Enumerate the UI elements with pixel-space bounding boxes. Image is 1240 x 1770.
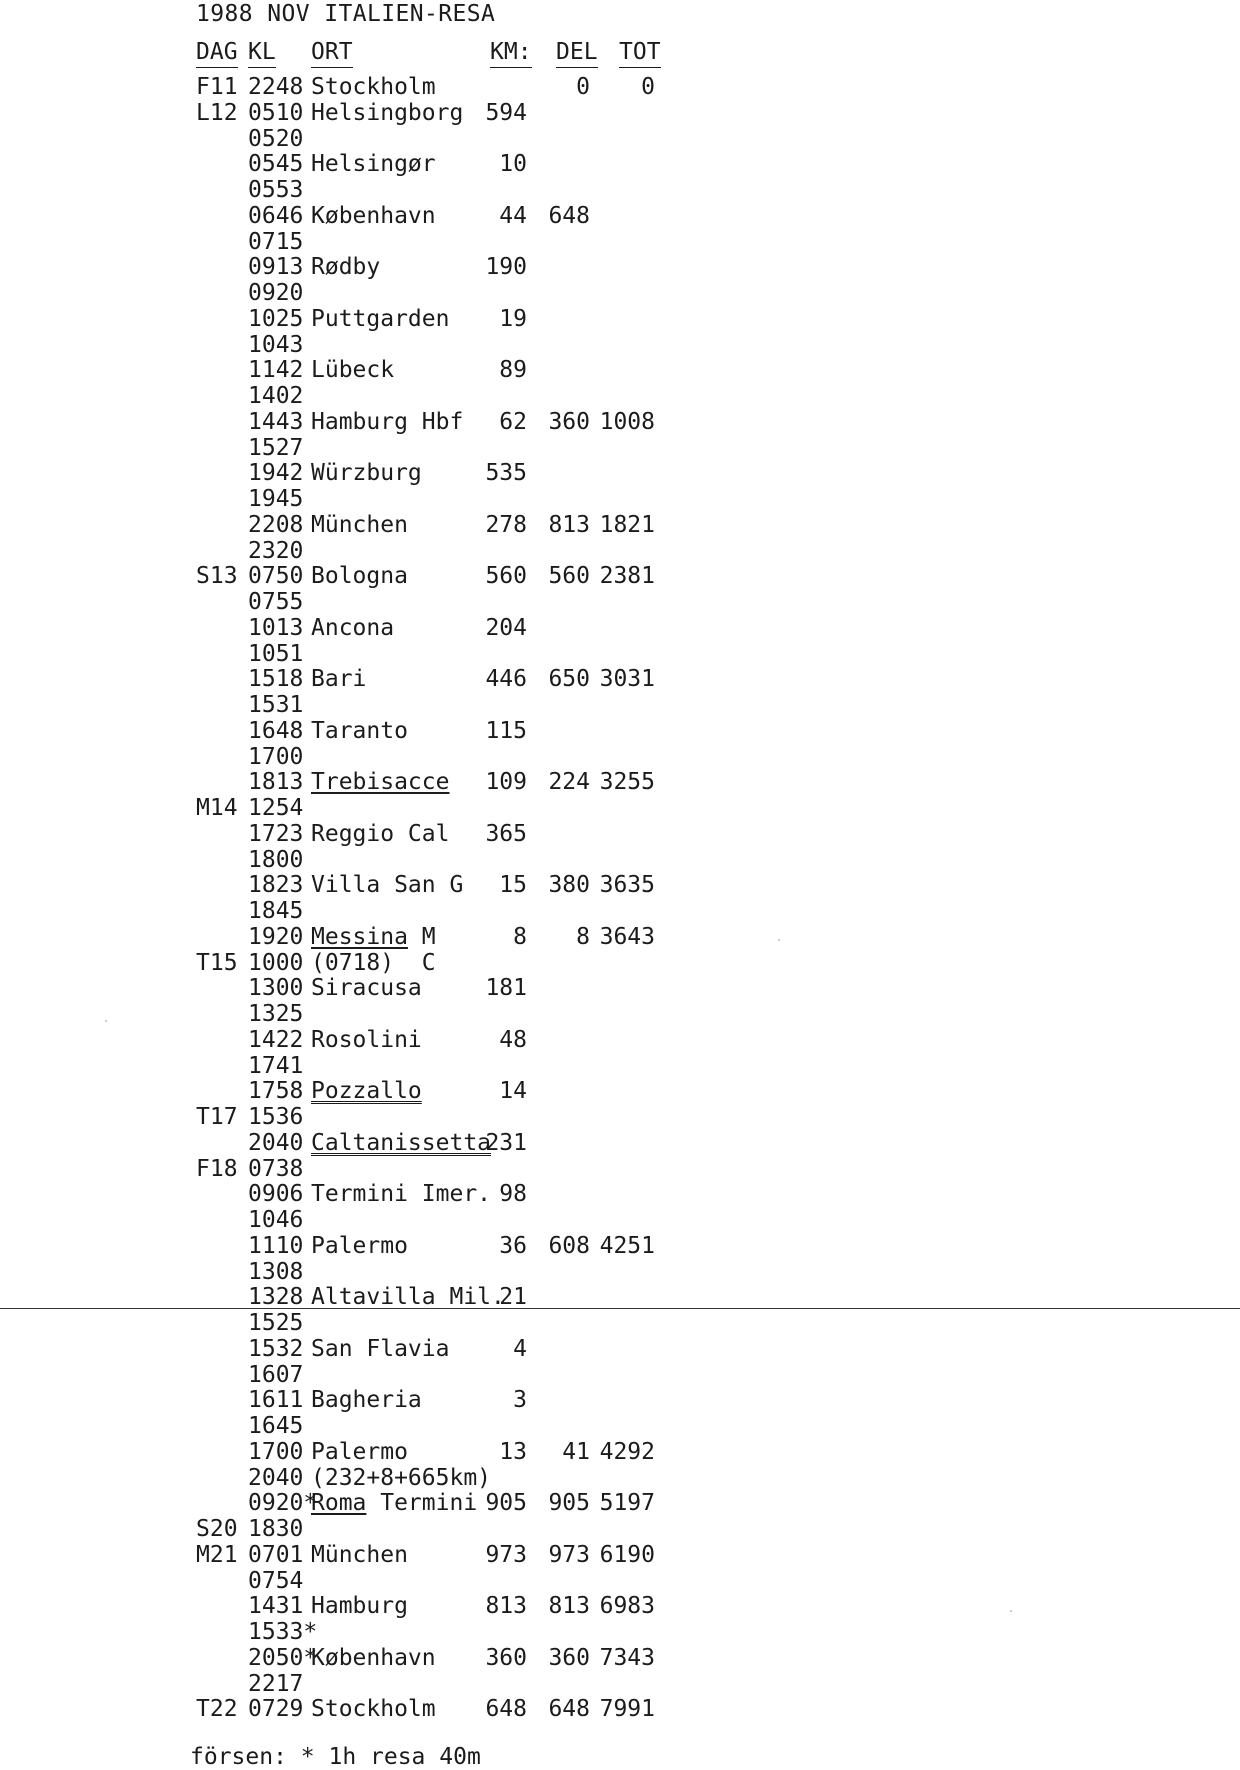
- table-row: [0, 1001, 1240, 1027]
- table-row: [0, 1413, 1240, 1439]
- time-cell: 1518: [248, 666, 304, 693]
- place-cell: [311, 460, 422, 486]
- time-cell: 0754: [248, 1567, 304, 1594]
- time-cell: 1830: [248, 1516, 304, 1542]
- km-cell: 21: [499, 1284, 527, 1311]
- section-total-cell: 648: [548, 202, 590, 229]
- time-cell: 0913: [248, 254, 304, 281]
- km-cell: 44: [499, 202, 527, 229]
- table-row: [0, 692, 1240, 718]
- km-cell: 231: [485, 1129, 527, 1156]
- time-cell: 1813: [248, 769, 304, 796]
- running-total-cell: 6190: [599, 1541, 655, 1568]
- place-name: Rosolini: [311, 1026, 422, 1053]
- place-name: Helsingborg: [311, 99, 464, 126]
- time-cell: 1533*: [248, 1619, 318, 1645]
- time-cell: 2040: [248, 1464, 304, 1491]
- table-row: [0, 538, 1240, 564]
- paper-speck: [105, 1020, 107, 1022]
- table-row: [0, 1027, 1240, 1053]
- paper-speck: [778, 939, 780, 941]
- running-total-cell: 2381: [599, 563, 655, 590]
- km-cell: 19: [499, 305, 527, 332]
- table-row: [0, 435, 1240, 461]
- table-row: [0, 1490, 1240, 1516]
- paper-speck: [1010, 1610, 1012, 1612]
- section-total-cell: 648: [548, 1696, 590, 1723]
- place-cell: [311, 1387, 422, 1413]
- day-cell: T15: [196, 949, 238, 976]
- km-cell: 813: [485, 1593, 527, 1620]
- time-cell: 1648: [248, 717, 304, 744]
- place-cell: [311, 769, 449, 795]
- place-name: Hamburg Hbf: [311, 408, 464, 435]
- table-row: [0, 177, 1240, 203]
- time-cell: 1308: [248, 1258, 304, 1285]
- table-row: [0, 1336, 1240, 1362]
- running-total-cell: 5197: [599, 1490, 655, 1517]
- time-cell: 0920*: [248, 1490, 318, 1517]
- place-name: København: [311, 202, 436, 229]
- section-total-cell: 8: [576, 923, 590, 950]
- place-name: Stockholm: [311, 1696, 436, 1723]
- place-name: München: [311, 1541, 408, 1568]
- table-row: [0, 1619, 1240, 1645]
- place-name: Stockholm: [311, 74, 436, 100]
- place-suffix: M: [407, 923, 436, 950]
- day-cell: T22: [196, 1696, 238, 1723]
- table-row: [0, 486, 1240, 512]
- table-row: [0, 563, 1240, 589]
- section-total-cell: 560: [548, 563, 590, 590]
- time-cell: 0729: [248, 1696, 304, 1723]
- place-cell: [311, 1593, 408, 1619]
- km-cell: 48: [499, 1026, 527, 1053]
- km-cell: 109: [485, 769, 527, 796]
- table-row: [0, 512, 1240, 538]
- table-row: [0, 1465, 1240, 1491]
- table-row: [0, 589, 1240, 615]
- place-cell: [311, 151, 436, 177]
- table-row: [0, 1053, 1240, 1079]
- time-cell: 1645: [248, 1413, 304, 1439]
- place-suffix: Termini: [366, 1490, 478, 1517]
- header-tot: TOT: [619, 38, 661, 68]
- table-row: [0, 898, 1240, 924]
- place-cell: [311, 1465, 491, 1491]
- place-name: Bologna: [311, 563, 408, 590]
- km-cell: 648: [485, 1696, 527, 1723]
- place-cell: [311, 872, 463, 898]
- time-cell: 1443: [248, 408, 304, 435]
- running-total-cell: 0: [641, 74, 655, 100]
- place-name: Villa San G: [311, 872, 464, 899]
- table-row: [0, 1568, 1240, 1594]
- fold-line: [0, 1308, 1240, 1309]
- place-cell: [311, 1027, 422, 1053]
- table-row: [0, 1516, 1240, 1542]
- km-cell: 365: [485, 820, 527, 847]
- table-row: [0, 357, 1240, 383]
- place-name: Hamburg: [311, 1593, 408, 1620]
- table-row: [0, 744, 1240, 770]
- section-total-cell: 905: [548, 1490, 590, 1517]
- km-cell: 13: [499, 1438, 527, 1465]
- place-name: Roma: [311, 1490, 367, 1517]
- km-cell: 115: [485, 717, 527, 744]
- place-name: Helsingør: [311, 151, 436, 178]
- place-name: Caltanissetta: [311, 1129, 492, 1156]
- table-row: [0, 1207, 1240, 1233]
- table-row: [0, 74, 1240, 100]
- time-cell: 1611: [248, 1387, 304, 1414]
- place-cell: [311, 512, 408, 538]
- km-cell: 4: [513, 1335, 527, 1362]
- place-cell: [311, 409, 463, 435]
- km-cell: 98: [499, 1181, 527, 1208]
- time-cell: 1531: [248, 692, 304, 718]
- day-cell: F18: [196, 1155, 238, 1182]
- table-row: [0, 1593, 1240, 1619]
- place-name: Trebisacce: [311, 769, 450, 796]
- time-cell: 2050*: [248, 1644, 318, 1671]
- place-name: Palermo: [311, 1232, 408, 1259]
- km-cell: 190: [485, 254, 527, 281]
- place-cell: [311, 821, 449, 847]
- section-total-cell: 813: [548, 511, 590, 538]
- place-cell: [311, 357, 394, 383]
- time-cell: 1043: [248, 331, 304, 358]
- table-row: [0, 975, 1240, 1001]
- km-cell: 36: [499, 1232, 527, 1259]
- time-cell: 2208: [248, 511, 304, 538]
- time-cell: 0906: [248, 1181, 304, 1208]
- place-cell: [311, 100, 463, 126]
- place-cell: [311, 718, 408, 744]
- km-cell: 8: [513, 923, 527, 950]
- place-cell: [311, 563, 408, 589]
- table-row: [0, 1439, 1240, 1465]
- table-row: [0, 718, 1240, 744]
- time-cell: 1800: [248, 846, 304, 873]
- table-row: [0, 1104, 1240, 1130]
- time-cell: 0920: [248, 280, 304, 306]
- running-total-cell: 4292: [599, 1438, 655, 1465]
- table-row: [0, 615, 1240, 641]
- place-cell: [311, 924, 436, 950]
- header-kl: KL: [248, 38, 276, 68]
- table-row: [0, 795, 1240, 821]
- time-cell: 1536: [248, 1104, 304, 1130]
- time-cell: 0510: [248, 99, 304, 126]
- time-cell: 1000: [248, 949, 304, 976]
- km-cell: 10: [499, 151, 527, 178]
- table-row: [0, 203, 1240, 229]
- km-cell: 278: [485, 511, 527, 538]
- section-total-cell: 380: [548, 872, 590, 899]
- time-cell: 2320: [248, 537, 304, 564]
- running-total-cell: 3031: [599, 666, 655, 693]
- table-row: [0, 100, 1240, 126]
- table-row: [0, 1284, 1240, 1310]
- place-cell: [311, 615, 394, 641]
- place-cell: [311, 1284, 505, 1310]
- table-row: [0, 383, 1240, 409]
- footnote: försen: * 1h resa 40m: [190, 1744, 481, 1770]
- time-cell: 1527: [248, 434, 304, 461]
- running-total-cell: 1821: [599, 511, 655, 538]
- time-cell: 0750: [248, 563, 304, 590]
- table-row: [0, 126, 1240, 152]
- section-total-cell: 973: [548, 1541, 590, 1568]
- day-cell: M14: [196, 795, 238, 821]
- place-cell: [311, 254, 380, 280]
- time-cell: 1110: [248, 1232, 304, 1259]
- place-name: Würzburg: [311, 460, 422, 487]
- time-cell: 1758: [248, 1078, 304, 1105]
- header-km: KM:: [490, 38, 532, 68]
- time-cell: 1254: [248, 795, 304, 821]
- section-total-cell: 608: [548, 1232, 590, 1259]
- place-name: Bari: [311, 666, 367, 693]
- table-row: [0, 872, 1240, 898]
- section-total-cell: 650: [548, 666, 590, 693]
- table-row: [0, 254, 1240, 280]
- place-cell: [311, 1645, 436, 1671]
- place-name: (0718) C: [311, 949, 436, 976]
- place-name: Palermo: [311, 1438, 408, 1465]
- table-row: [0, 1259, 1240, 1285]
- km-cell: 560: [485, 563, 527, 590]
- table-row: [0, 1645, 1240, 1671]
- time-cell: 1532: [248, 1335, 304, 1362]
- time-cell: 0646: [248, 202, 304, 229]
- table-row: [0, 229, 1240, 255]
- running-total-cell: 4251: [599, 1232, 655, 1259]
- place-name: Altavilla Mil.: [311, 1284, 505, 1311]
- time-cell: 1402: [248, 383, 304, 409]
- table-row: [0, 1181, 1240, 1207]
- place-name: Termini Imer.: [311, 1181, 492, 1208]
- time-cell: 1025: [248, 305, 304, 332]
- place-cell: [311, 1233, 408, 1259]
- section-total-cell: 813: [548, 1593, 590, 1620]
- place-name: München: [311, 511, 408, 538]
- time-cell: 0715: [248, 228, 304, 255]
- table-row: [0, 821, 1240, 847]
- place-cell: [311, 1696, 436, 1722]
- table-row: [0, 641, 1240, 667]
- time-cell: 1945: [248, 486, 304, 512]
- running-total-cell: 7991: [599, 1696, 655, 1723]
- header-ort: ORT: [311, 38, 353, 68]
- km-cell: 535: [485, 460, 527, 487]
- place-cell: [311, 306, 449, 332]
- place-name: Bagheria: [311, 1387, 422, 1414]
- km-cell: 973: [485, 1541, 527, 1568]
- km-cell: 204: [485, 614, 527, 641]
- time-cell: 0520: [248, 125, 304, 152]
- time-cell: 1328: [248, 1284, 304, 1311]
- time-cell: 2040: [248, 1129, 304, 1156]
- running-total-cell: 6983: [599, 1593, 655, 1620]
- table-row: [0, 1671, 1240, 1697]
- place-cell: [311, 1542, 408, 1568]
- section-total-cell: 41: [562, 1438, 590, 1465]
- day-cell: M21: [196, 1541, 238, 1568]
- time-cell: 1723: [248, 820, 304, 847]
- section-total-cell: 360: [548, 408, 590, 435]
- place-cell: [311, 1490, 477, 1516]
- table-row: [0, 1696, 1240, 1722]
- time-cell: 1823: [248, 872, 304, 899]
- time-cell: 2248: [248, 74, 304, 100]
- time-cell: 0701: [248, 1541, 304, 1568]
- place-name: Siracusa: [311, 975, 422, 1002]
- section-total-cell: 224: [548, 769, 590, 796]
- table-row: [0, 151, 1240, 177]
- table-row: [0, 1078, 1240, 1104]
- table-row: [0, 847, 1240, 873]
- place-cell: [311, 1439, 408, 1465]
- time-cell: 1142: [248, 357, 304, 384]
- km-cell: 89: [499, 357, 527, 384]
- running-total-cell: 7343: [599, 1644, 655, 1671]
- table-row: [0, 666, 1240, 692]
- place-name: København: [311, 1644, 436, 1671]
- day-cell: T17: [196, 1104, 238, 1130]
- place-name: Puttgarden: [311, 305, 450, 332]
- place-name: Pozzallo: [311, 1078, 422, 1105]
- table-row: [0, 769, 1240, 795]
- header-dag: DAG: [196, 38, 238, 68]
- place-cell: [311, 1181, 491, 1207]
- time-cell: 0553: [248, 177, 304, 203]
- table-row: [0, 306, 1240, 332]
- time-cell: 1700: [248, 1438, 304, 1465]
- place-name: Reggio Cal: [311, 820, 450, 847]
- table-row: [0, 280, 1240, 306]
- place-name: Messina: [311, 923, 408, 950]
- time-cell: 1431: [248, 1593, 304, 1620]
- time-cell: 1422: [248, 1026, 304, 1053]
- place-name: (232+8+665km): [311, 1464, 492, 1491]
- running-total-cell: 1008: [599, 408, 655, 435]
- table-row: [0, 409, 1240, 435]
- time-cell: 1700: [248, 743, 304, 770]
- table-row: [0, 924, 1240, 950]
- km-cell: 15: [499, 872, 527, 899]
- table-row: [0, 332, 1240, 358]
- time-cell: 1607: [248, 1361, 304, 1388]
- time-cell: 1525: [248, 1310, 304, 1336]
- km-cell: 181: [485, 975, 527, 1002]
- place-cell: [311, 666, 366, 692]
- place-cell: [311, 1336, 449, 1362]
- table-row: [0, 1233, 1240, 1259]
- place-cell: [311, 203, 436, 229]
- time-cell: 0755: [248, 589, 304, 615]
- time-cell: 1051: [248, 640, 304, 667]
- running-total-cell: 3255: [599, 769, 655, 796]
- km-cell: 446: [485, 666, 527, 693]
- time-cell: 1845: [248, 898, 304, 924]
- time-cell: 1325: [248, 1001, 304, 1027]
- day-cell: F11: [196, 74, 238, 100]
- place-name: Ancona: [311, 614, 395, 641]
- place-name: Taranto: [311, 717, 408, 744]
- table-row: [0, 1362, 1240, 1388]
- time-cell: 1300: [248, 975, 304, 1002]
- place-name: Lübeck: [311, 357, 395, 384]
- time-cell: 1013: [248, 614, 304, 641]
- km-cell: 14: [499, 1078, 527, 1105]
- km-cell: 905: [485, 1490, 527, 1517]
- day-cell: S13: [196, 563, 238, 590]
- table-row: [0, 1310, 1240, 1336]
- time-cell: 0545: [248, 151, 304, 178]
- time-cell: 2217: [248, 1670, 304, 1697]
- time-cell: 1741: [248, 1052, 304, 1079]
- table-row: [0, 950, 1240, 976]
- place-cell: [311, 74, 436, 100]
- table-row: [0, 1130, 1240, 1156]
- table-row: [0, 1387, 1240, 1413]
- km-cell: 360: [485, 1644, 527, 1671]
- section-total-cell: 0: [576, 74, 590, 100]
- table-row: [0, 460, 1240, 486]
- place-cell: [311, 950, 436, 976]
- place-name: San Flavia: [311, 1335, 450, 1362]
- km-cell: 594: [485, 99, 527, 126]
- time-cell: 1942: [248, 460, 304, 487]
- time-cell: 0738: [248, 1155, 304, 1182]
- place-cell: [311, 1078, 422, 1104]
- time-cell: 1920: [248, 923, 304, 950]
- running-total-cell: 3643: [599, 923, 655, 950]
- km-cell: 3: [513, 1387, 527, 1414]
- header-del: DEL: [556, 38, 598, 68]
- day-cell: L12: [196, 99, 238, 126]
- running-total-cell: 3635: [599, 872, 655, 899]
- place-cell: [311, 1130, 491, 1156]
- table-row: [0, 1542, 1240, 1568]
- place-cell: [311, 975, 422, 1001]
- table-row: [0, 1156, 1240, 1182]
- day-cell: S20: [196, 1516, 238, 1542]
- time-cell: 1046: [248, 1207, 304, 1233]
- document-title: 1988 NOV ITALIEN-RESA: [196, 1, 496, 27]
- km-cell: 62: [499, 408, 527, 435]
- section-total-cell: 360: [548, 1644, 590, 1671]
- place-name: Rødby: [311, 254, 381, 281]
